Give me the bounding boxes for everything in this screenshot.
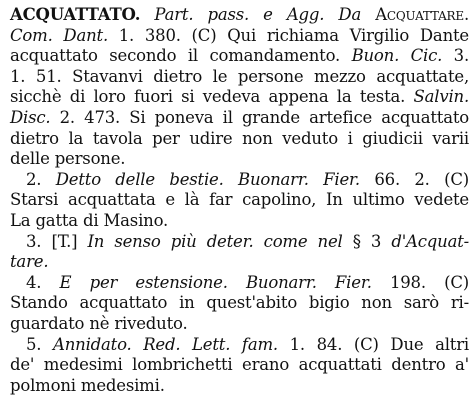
text-run: delle persone.	[10, 149, 126, 169]
entry-line	[10, 170, 469, 191]
text-run: de' medesimi lombrichetti erano acquattati dentro a'	[10, 355, 469, 375]
text-run: 3. [T.]	[26, 231, 88, 251]
text-run: guardato nè riveduto.	[10, 313, 188, 333]
italic-text-run: Disc.	[10, 107, 51, 127]
entry-line	[10, 67, 469, 88]
italic-text-run: Part. pass. e Agg. Da	[140, 5, 376, 24]
text-run: § 3	[342, 231, 392, 251]
text-run: 1. 84. (C) Due altri	[277, 334, 470, 354]
text-run: Stando acquattato in quest'abito bigio non sarò ri-	[10, 293, 469, 313]
entry-line	[10, 252, 469, 273]
small-caps-text-run: Acquattare	[375, 5, 464, 24]
text-run: 3.	[442, 46, 469, 66]
italic-text-run: E per estensione. Buonarr. Fier.	[59, 272, 372, 292]
entry-line	[10, 129, 469, 150]
entry-line	[10, 273, 469, 294]
entry-line	[10, 314, 469, 335]
text-run: .	[463, 5, 469, 24]
entry-line	[10, 376, 469, 397]
text-run: polmoni medesimi.	[10, 375, 165, 395]
text-run: 198. (C)	[371, 272, 469, 292]
italic-text-run: In senso più deter. come nel	[87, 231, 343, 251]
entry-line	[10, 108, 469, 129]
text-run: Starsi acquattata e là far capolino, In ultimo vedete	[10, 190, 469, 210]
entry-line	[10, 335, 469, 356]
text-run: 1. 51. Stavanvi dietro le persone mezzo acquattate,	[10, 66, 469, 86]
text-run: La gatta di Masino.	[10, 210, 169, 230]
headword: ACQUATTATO.	[10, 5, 141, 24]
italic-text-run: Com. Dant.	[10, 25, 108, 45]
italic-text-run: Buon. Cic.	[351, 46, 443, 66]
text-run: 2.	[26, 169, 56, 189]
text-run: 5.	[26, 334, 53, 354]
text-run: 66. 2. (C)	[359, 169, 469, 189]
italic-text-run: d'Acquat-	[391, 231, 470, 251]
text-run: acquattato secondo il comandamento.	[10, 46, 352, 66]
italic-text-run: tare.	[10, 252, 49, 272]
entry-line	[10, 26, 469, 47]
italic-text-run: Detto delle bestie. Buonarr. Fier.	[55, 169, 360, 189]
entry-line	[10, 190, 469, 211]
entry-line	[10, 293, 469, 314]
text-run: 1. 380. (C) Qui richiama Virgilio Dante	[107, 25, 469, 45]
entry-line	[10, 211, 469, 232]
italic-text-run: Annidato. Red. Lett. fam.	[53, 334, 278, 354]
entry-line	[10, 232, 469, 253]
entry-line	[10, 87, 469, 108]
text-run: dietro la tavola per udire non veduto i giudicii varii	[10, 128, 469, 148]
text-run: 2. 473. Si poneva il grande artefice acquattato	[50, 107, 469, 127]
dictionary-entry-acquattato	[10, 5, 469, 396]
entry-line	[10, 5, 469, 26]
text-run: sicchè di loro fuori si vedeva appena la testa.	[10, 87, 414, 107]
text-run: 4.	[26, 272, 60, 292]
entry-line	[10, 355, 469, 376]
entry-line	[10, 149, 469, 170]
italic-text-run: Salvin.	[413, 87, 469, 107]
entry-line	[10, 46, 469, 67]
